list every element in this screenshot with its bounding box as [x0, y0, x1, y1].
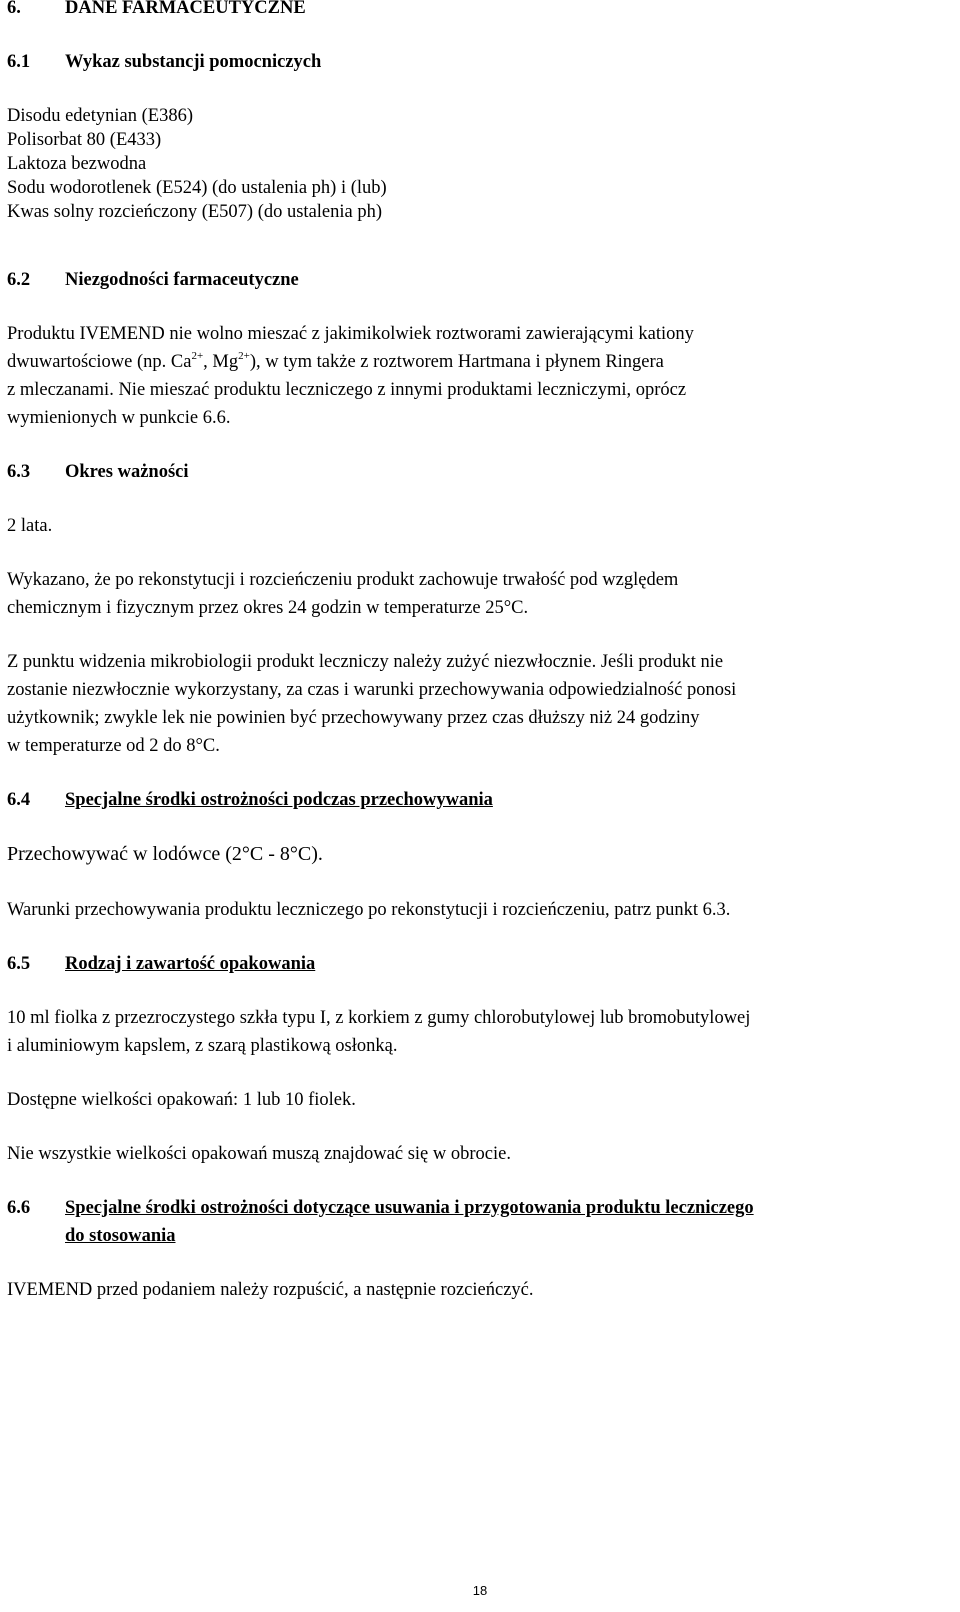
list-item: Laktoza bezwodna: [7, 154, 147, 174]
section-title: Specjalne środki ostrożności podczas przechowywania: [65, 790, 493, 810]
text-line: Wykazano, że po rekonstytucji i rozcieńczeniu produkt zachowuje trwałość pod względem: [7, 570, 679, 590]
text-line: użytkownik; zwykle lek nie powinien być przechowywany przez czas dłuższy niż 24 godziny: [7, 708, 700, 728]
section-6-4-heading: [7, 786, 493, 814]
section-number: 6.2: [7, 270, 31, 290]
text-line: chemicznym i fizycznym przez okres 24 godzin w temperaturze 25°C.: [7, 598, 529, 618]
text-line: i aluminiowym kapslem, z szarą plastikową osłonką.: [7, 1036, 398, 1056]
marketing-note-paragraph: Nie wszystkie wielkości opakowań muszą znajdować się w obrocie.: [7, 1144, 511, 1164]
section-title: do stosowania: [65, 1226, 176, 1246]
list-item: Sodu wodorotlenek (E524) (do ustalenia ph) i (lub): [7, 178, 387, 198]
section-6-heading: [7, 0, 306, 22]
text-line: z mleczanami. Nie mieszać produktu leczniczego z innymi produktami leczniczymi, oprócz: [7, 380, 687, 400]
section-number: 6.: [7, 0, 21, 18]
text-line: [7, 348, 942, 376]
section-6-5-heading: [7, 950, 315, 978]
microbiology-paragraph: [7, 648, 942, 760]
section-number: 6.6: [7, 1198, 31, 1218]
text-fragment: ), w tym także z roztworem Hartmana i płynem Ringera: [249, 352, 664, 372]
container-paragraph: [7, 1004, 942, 1060]
section-title: Niezgodności farmaceutyczne: [65, 270, 299, 290]
excipients-list: [7, 104, 942, 224]
superscript: 2+: [191, 350, 204, 362]
section-title: Rodzaj i zawartość opakowania: [65, 954, 316, 974]
section-number: 6.5: [7, 954, 31, 974]
storage-after-reconstitution: Warunki przechowywania produktu leczniczego po rekonstytucji i rozcieńczeniu, patrz punkt 6.3.: [7, 900, 731, 920]
section-title: DANE FARMACEUTYCZNE: [65, 0, 306, 18]
section-number: 6.1: [7, 52, 31, 72]
page-number: 18: [472, 1583, 488, 1598]
storage-paragraph: Przechowywać w lodówce (2°C - 8°C).: [7, 843, 323, 865]
incompatibilities-paragraph: [7, 320, 942, 432]
list-item: Disodu edetynian (E386): [7, 106, 193, 126]
section-6-1-heading: [7, 48, 321, 76]
section-number: 6.3: [7, 462, 31, 482]
text-fragment: dwuwartościowe (np. Ca: [7, 352, 192, 372]
shelf-life-paragraph: [7, 566, 942, 622]
text-line: wymienionych w punkcie 6.6.: [7, 408, 231, 428]
text-line: w temperaturze od 2 do 8°C.: [7, 736, 220, 756]
section-number: 6.4: [7, 790, 31, 810]
list-item: Kwas solny rozcieńczony (E507) (do ustalenia ph): [7, 202, 383, 222]
preparation-paragraph: IVEMEND przed podaniem należy rozpuścić, a następnie rozcieńczyć.: [7, 1280, 534, 1300]
section-6-6-heading-line2: [65, 1222, 176, 1250]
text-line: Z punktu widzenia mikrobiologii produkt leczniczy należy zużyć niezwłocznie. Jeśli produkt nie: [7, 652, 724, 672]
section-6-3-heading: [7, 458, 189, 486]
section-title: Wykaz substancji pomocniczych: [65, 52, 322, 72]
superscript: 2+: [238, 350, 250, 362]
text-fragment: , Mg: [203, 352, 239, 372]
section-title: Specjalne środki ostrożności dotyczące usuwania i przygotowania produktu leczniczego: [65, 1198, 754, 1218]
text-line: 10 ml fiolka z przezroczystego szkła typu I, z korkiem z gumy chlorobutylowej lub bromobutylowej: [7, 1008, 751, 1028]
text-line: zostanie niezwłocznie wykorzystany, za czas i warunki przechowywania odpowiedzialność ponosi: [7, 680, 737, 700]
section-6-6-heading: [7, 1194, 754, 1222]
text-line: Produktu IVEMEND nie wolno mieszać z jakimikolwiek roztworami zawierającymi kationy: [7, 324, 694, 344]
shelf-life-value: 2 lata.: [7, 516, 53, 536]
pack-sizes-paragraph: Dostępne wielkości opakowań: 1 lub 10 fiolek.: [7, 1090, 356, 1110]
list-item: Polisorbat 80 (E433): [7, 130, 162, 150]
section-title: Okres ważności: [65, 462, 189, 482]
section-6-2-heading: [7, 266, 299, 294]
